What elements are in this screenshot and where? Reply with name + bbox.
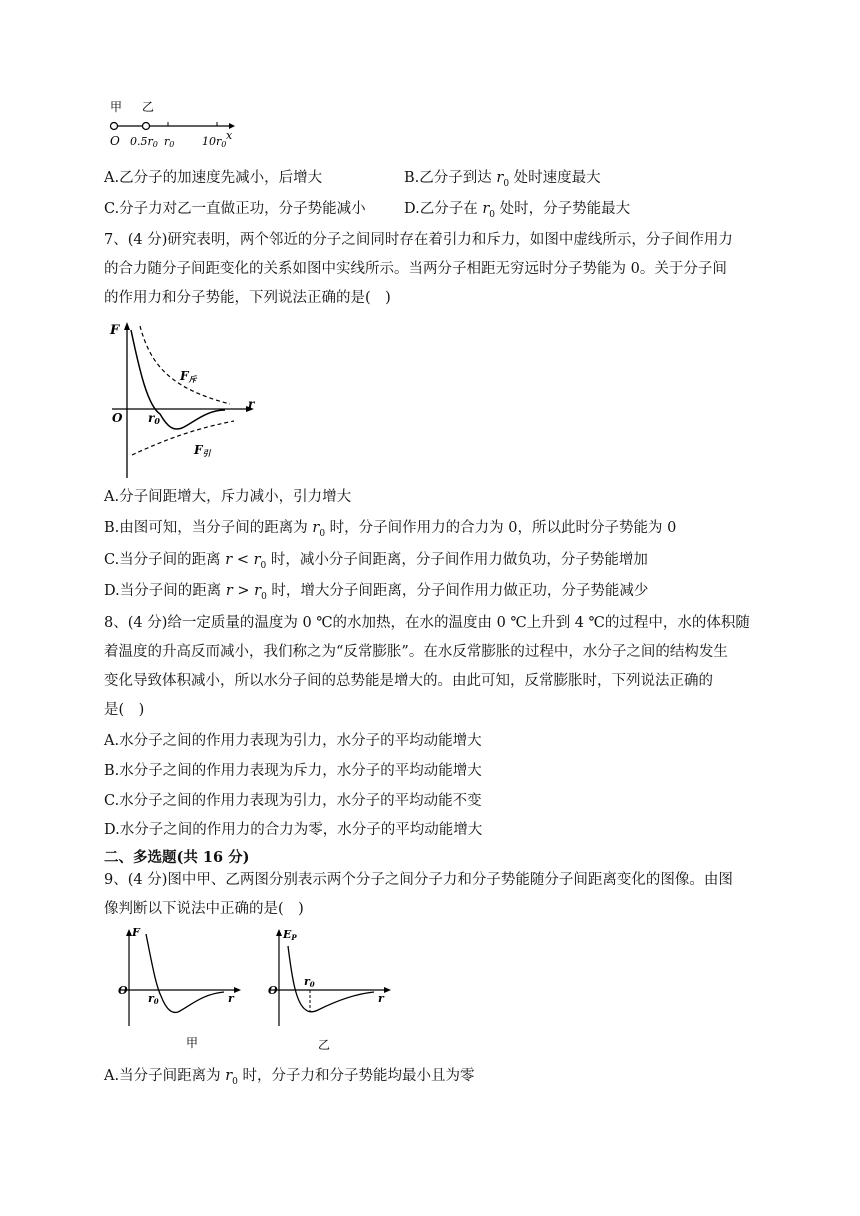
q9-option-a-sub: 0 <box>232 1076 238 1087</box>
q7-net-force-curve <box>131 330 225 429</box>
q9-right-caption: 乙 <box>318 1038 331 1052</box>
q7-option-b-pre: B.由图可知，当分子间的距离为 <box>104 520 313 536</box>
q9-right-e-arrow <box>276 929 282 936</box>
q7-origin: O <box>112 411 123 425</box>
q7-option-c-pre: C.当分子间的距离 <box>104 552 226 568</box>
q9-stem-line2: 像判断以下说法中正确的是( ) <box>104 901 304 917</box>
q9-right-axis-r: r <box>378 992 384 1005</box>
q9-left-axis-r: r <box>228 992 234 1005</box>
q9-option-a-post: 时，分子力和分子势能均最小且为零 <box>237 1068 475 1084</box>
q9-left-origin: O <box>118 984 128 997</box>
q7-option-d[interactable] <box>104 581 648 607</box>
q9-option-a-pre: A.当分子间距离为 <box>104 1068 226 1084</box>
q7-axis-f: F <box>110 323 120 338</box>
q9-option-a-var: r <box>225 1068 233 1084</box>
q7-r0: r0 <box>148 411 160 426</box>
q6-option-b[interactable] <box>404 168 601 194</box>
q6-option-d[interactable] <box>404 199 630 225</box>
q6-option-b-pre: B.乙分子到达 <box>404 170 497 186</box>
q6-tick-o: O <box>110 134 120 148</box>
q9-force-figure <box>116 926 246 1056</box>
q7-option-a[interactable]: A.分子间距增大，斥力减小，引力增大 <box>104 489 352 505</box>
q9-right-origin: O <box>268 984 278 997</box>
q6-axis-x: x <box>226 129 233 142</box>
q8-option-a[interactable]: A.水分子之间的作用力表现为引力，水分子的平均动能增大 <box>104 733 482 749</box>
q9-right-r0: r0 <box>304 975 315 989</box>
q9-right-axis-e: EP <box>283 928 297 942</box>
q7-option-b[interactable] <box>104 518 676 544</box>
q6-tick-ten: 10r0 <box>202 135 227 149</box>
q7-option-c-post: 时，减小分子间距离，分子间作用力做负功，分子势能增加 <box>266 552 648 568</box>
q7-option-d-pre: D.当分子间的距离 <box>104 583 226 599</box>
q9-right-r-arrow <box>384 987 391 993</box>
q6-tick-r: r0 <box>164 135 175 149</box>
q9-right-energy-curve <box>288 946 374 1012</box>
q7-stem-line3: 的作用力和分子势能，下列说法正确的是( ) <box>104 290 391 306</box>
q7-repulsive-curve <box>140 326 230 404</box>
q7-option-c[interactable] <box>104 550 648 576</box>
q8-stem-line4: 是( ) <box>104 702 145 718</box>
q7-stem-line2: 的合力随分子间距变化的关系如图中实线所示。当两分子相距无穷远时分子势能为 0。关于分子间 <box>104 261 727 277</box>
q7-attractive-curve <box>132 421 234 455</box>
q7-f-repel-label: F斥 <box>180 369 197 384</box>
q9-stem-line1: 9、(4 分)图中甲、乙两图分别表示两个分子之间分子力和分子势能随分子间距离变化的图像。由图 <box>104 872 733 888</box>
q7-option-c-sub: 0 <box>260 560 267 571</box>
q6-option-b-post: 处时速度最大 <box>509 170 601 186</box>
q6-tick-half: 0.5r0 <box>130 135 158 149</box>
q6-option-c[interactable]: C.分子力对乙一直做正功，分子势能减小 <box>104 201 366 217</box>
q7-option-b-var: r <box>312 520 320 536</box>
q8-option-b[interactable]: B.水分子之间的作用力表现为斥力，水分子的平均动能增大 <box>104 763 482 779</box>
q7-force-figure <box>108 318 268 483</box>
q9-left-r-arrow <box>234 987 241 993</box>
q9-left-r0: r0 <box>148 992 159 1006</box>
section-2-title: 二、多选题(共 16 分) <box>104 849 250 866</box>
q7-stem-line1: 7、(4 分)研究表明，两个邻近的分子之间同时存在着引力和斥力，如图中虚线所示，分子间作用力 <box>104 232 733 248</box>
q6-option-b-sub: 0 <box>503 178 510 189</box>
q8-stem-line2: 着温度的升高反而减小，我们称之为“反常膨胀”。在水反常膨胀的过程中，水分子之间的结构发生 <box>104 644 728 660</box>
q7-f-attract-label: F引 <box>194 443 211 458</box>
q7-option-d-sub: 0 <box>261 591 267 602</box>
q6-axis-figure <box>104 98 254 158</box>
q6-option-a[interactable]: A.乙分子的加速度先减小，后增大 <box>104 170 323 186</box>
q8-stem-line1: 8、(4 分)给一定质量的温度为 0 ℃的水加热，在水的温度由 0 ℃上升到 4 ℃的过程中，水的体积随 <box>104 615 750 631</box>
q7-option-b-post: 时，分子间作用力的合力为 0，所以此时分子势能为 0 <box>325 520 677 536</box>
q7-f-arrow <box>124 322 130 330</box>
q8-stem-line3: 变化导致体积减小，所以水分子间的总势能是增大的。由此可知，反常膨胀时，下列说法正确的 <box>104 673 713 689</box>
q6-label-jia: 甲 <box>110 100 123 114</box>
q8-option-c[interactable]: C.水分子之间的作用力表现为引力，水分子的平均动能不变 <box>104 793 482 809</box>
q7-option-b-sub: 0 <box>319 528 326 539</box>
q7-option-c-cond: r < r <box>225 552 261 568</box>
q9-option-a[interactable] <box>104 1066 474 1092</box>
q6-option-d-pre: D.乙分子在 <box>404 201 483 217</box>
q7-axis-r: r <box>248 397 255 411</box>
q8-option-d[interactable]: D.水分子之间的作用力的合力为零，水分子的平均动能增大 <box>104 822 483 838</box>
q9-left-axis-f: F <box>132 926 140 939</box>
q6-molecule-yi <box>143 123 150 130</box>
q9-energy-figure <box>266 926 396 1056</box>
q6-molecule-jia <box>111 123 118 130</box>
q6-option-b-var: r <box>496 170 504 186</box>
q6-label-yi: 乙 <box>142 100 155 114</box>
q6-option-d-var: r <box>482 201 490 217</box>
q6-option-d-post: 处时，分子势能最大 <box>495 201 631 217</box>
q7-option-d-cond: r > r <box>225 583 262 599</box>
q6-option-d-sub: 0 <box>489 209 495 220</box>
q7-option-d-post: 时，增大分子间距离，分子间作用力做正功，分子势能减少 <box>266 583 649 599</box>
q9-left-caption: 甲 <box>186 1036 199 1050</box>
